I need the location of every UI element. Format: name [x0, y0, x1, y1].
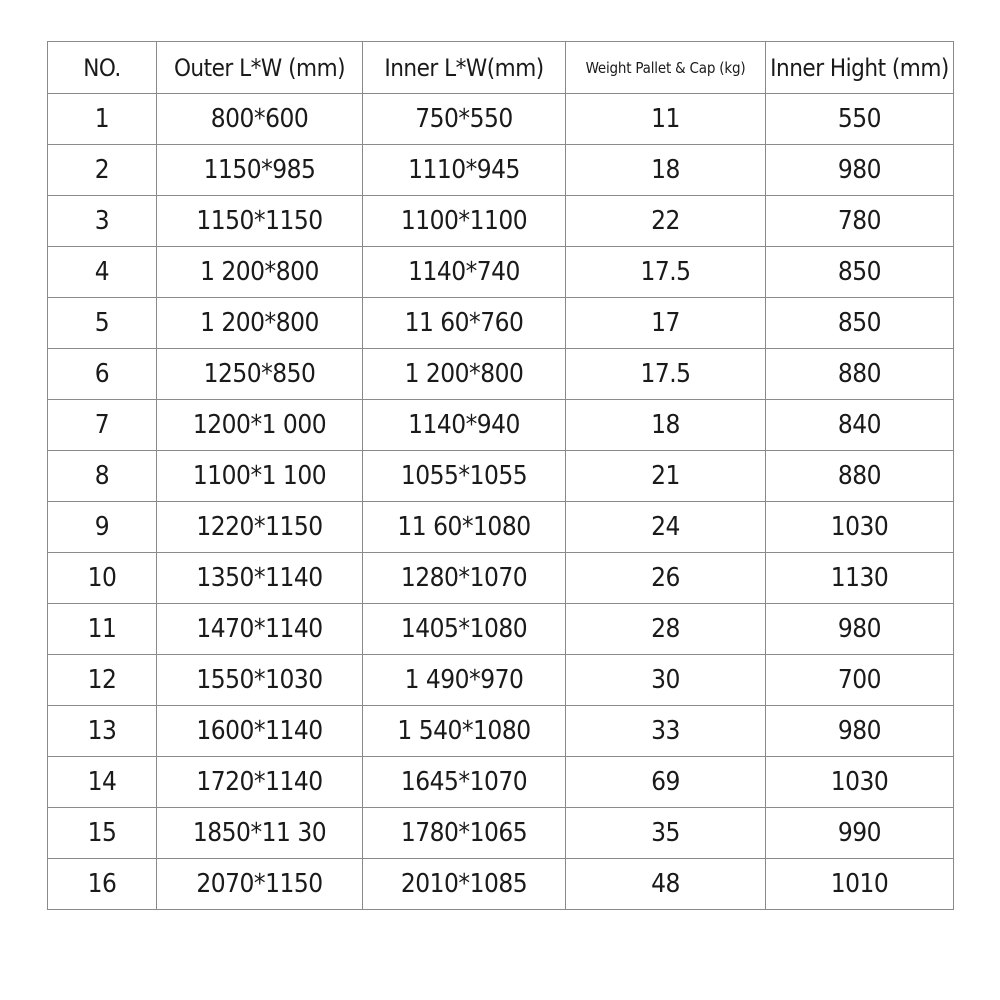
cell-inner-dimensions: 750*550: [363, 94, 566, 145]
cell-weight: 17.5: [566, 349, 766, 400]
cell-inner-dimensions: 11 60*760: [363, 298, 566, 349]
table-row: [48, 349, 954, 400]
cell-inner-height: 850: [766, 247, 954, 298]
cell-outer-dimensions: 2070*1150: [157, 859, 363, 910]
cell-outer-dimensions: 1100*1 100: [157, 451, 363, 502]
cell-inner-height: 1010: [766, 859, 954, 910]
cell-inner-height: 980: [766, 604, 954, 655]
cell-outer-dimensions: 1200*1 000: [157, 400, 363, 451]
cell-no: 3: [48, 196, 157, 247]
cell-inner-dimensions: 1100*1100: [363, 196, 566, 247]
cell-weight: 11: [566, 94, 766, 145]
cell-outer-dimensions: 1470*1140: [157, 604, 363, 655]
cell-no: 4: [48, 247, 157, 298]
cell-inner-dimensions: 1405*1080: [363, 604, 566, 655]
cell-weight: 17: [566, 298, 766, 349]
cell-outer-dimensions: 1150*1150: [157, 196, 363, 247]
cell-weight: 22: [566, 196, 766, 247]
cell-inner-dimensions: 1 200*800: [363, 349, 566, 400]
pallet-spec-table: [47, 41, 954, 910]
table-row: [48, 298, 954, 349]
header-outer-dimensions: Outer L*W (mm): [157, 42, 363, 94]
cell-inner-dimensions: 11 60*1080: [363, 502, 566, 553]
cell-no: 15: [48, 808, 157, 859]
cell-inner-height: 980: [766, 145, 954, 196]
cell-no: 14: [48, 757, 157, 808]
table-row: [48, 706, 954, 757]
cell-no: 6: [48, 349, 157, 400]
table-row: [48, 859, 954, 910]
pallet-spec-sheet: [47, 41, 953, 910]
table-row: [48, 196, 954, 247]
cell-inner-height: 1030: [766, 502, 954, 553]
cell-outer-dimensions: 1600*1140: [157, 706, 363, 757]
table-row: [48, 400, 954, 451]
cell-inner-height: 850: [766, 298, 954, 349]
cell-inner-height: 990: [766, 808, 954, 859]
cell-inner-height: 880: [766, 349, 954, 400]
cell-no: 8: [48, 451, 157, 502]
header-inner-dimensions: Inner L*W(mm): [363, 42, 566, 94]
cell-weight: 18: [566, 400, 766, 451]
cell-outer-dimensions: 1250*850: [157, 349, 363, 400]
cell-no: 1: [48, 94, 157, 145]
cell-outer-dimensions: 1 200*800: [157, 298, 363, 349]
cell-weight: 18: [566, 145, 766, 196]
cell-weight: 17.5: [566, 247, 766, 298]
cell-inner-height: 840: [766, 400, 954, 451]
cell-outer-dimensions: 1150*985: [157, 145, 363, 196]
cell-outer-dimensions: 1550*1030: [157, 655, 363, 706]
cell-weight: 48: [566, 859, 766, 910]
cell-inner-dimensions: 1 490*970: [363, 655, 566, 706]
cell-inner-height: 700: [766, 655, 954, 706]
cell-weight: 26: [566, 553, 766, 604]
table-row: [48, 553, 954, 604]
cell-weight: 21: [566, 451, 766, 502]
cell-inner-dimensions: 1055*1055: [363, 451, 566, 502]
cell-inner-height: 1130: [766, 553, 954, 604]
cell-outer-dimensions: 1720*1140: [157, 757, 363, 808]
header-inner-height: Inner Hight (mm): [766, 42, 954, 94]
cell-inner-dimensions: 1645*1070: [363, 757, 566, 808]
cell-weight: 69: [566, 757, 766, 808]
cell-outer-dimensions: 1220*1150: [157, 502, 363, 553]
table-row: [48, 604, 954, 655]
cell-inner-height: 550: [766, 94, 954, 145]
cell-weight: 33: [566, 706, 766, 757]
cell-inner-dimensions: 1140*740: [363, 247, 566, 298]
cell-inner-dimensions: 1 540*1080: [363, 706, 566, 757]
cell-outer-dimensions: 1850*11 30: [157, 808, 363, 859]
cell-inner-height: 880: [766, 451, 954, 502]
table-row: [48, 145, 954, 196]
table-row: [48, 808, 954, 859]
table-row: [48, 757, 954, 808]
cell-outer-dimensions: 1 200*800: [157, 247, 363, 298]
table-row: [48, 451, 954, 502]
cell-no: 5: [48, 298, 157, 349]
cell-inner-dimensions: 1140*940: [363, 400, 566, 451]
header-no: NO.: [48, 42, 157, 94]
table-row: [48, 502, 954, 553]
cell-no: 10: [48, 553, 157, 604]
cell-inner-height: 980: [766, 706, 954, 757]
cell-inner-height: 1030: [766, 757, 954, 808]
cell-inner-dimensions: 2010*1085: [363, 859, 566, 910]
cell-no: 9: [48, 502, 157, 553]
cell-no: 2: [48, 145, 157, 196]
cell-inner-height: 780: [766, 196, 954, 247]
cell-outer-dimensions: 800*600: [157, 94, 363, 145]
cell-no: 7: [48, 400, 157, 451]
cell-weight: 35: [566, 808, 766, 859]
cell-no: 16: [48, 859, 157, 910]
cell-inner-dimensions: 1280*1070: [363, 553, 566, 604]
table-row: [48, 94, 954, 145]
cell-no: 12: [48, 655, 157, 706]
header-row: [48, 42, 954, 94]
cell-no: 11: [48, 604, 157, 655]
table-row: [48, 247, 954, 298]
cell-weight: 24: [566, 502, 766, 553]
header-weight: Weight Pallet & Cap (kg): [566, 42, 766, 94]
cell-outer-dimensions: 1350*1140: [157, 553, 363, 604]
table-row: [48, 655, 954, 706]
cell-no: 13: [48, 706, 157, 757]
cell-inner-dimensions: 1110*945: [363, 145, 566, 196]
cell-inner-dimensions: 1780*1065: [363, 808, 566, 859]
cell-weight: 28: [566, 604, 766, 655]
table-body: [48, 94, 954, 910]
cell-weight: 30: [566, 655, 766, 706]
